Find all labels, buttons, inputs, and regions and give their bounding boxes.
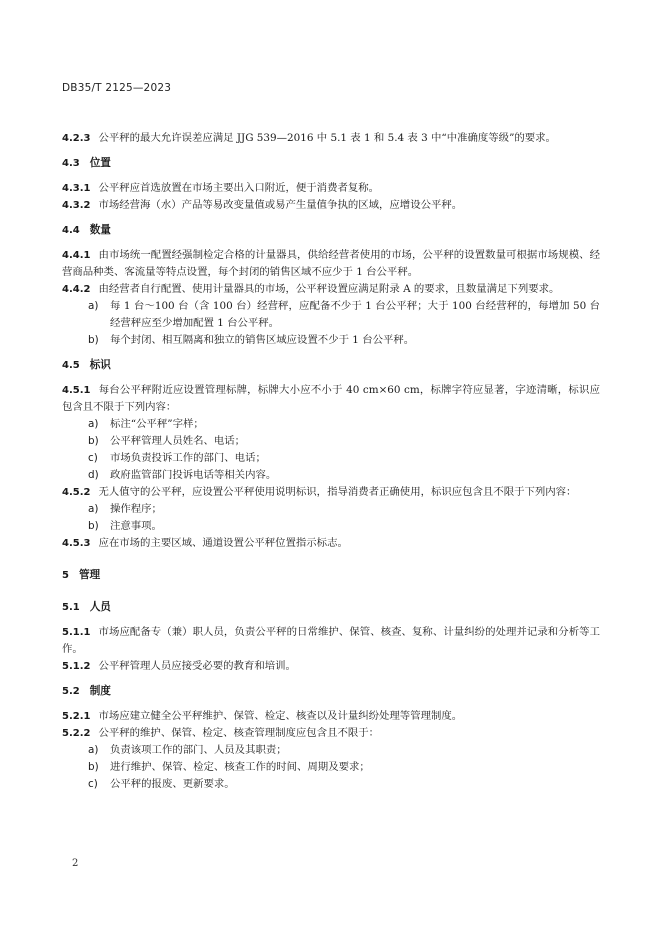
heading-number: 5: [62, 570, 69, 581]
clause-number: 4.2.3: [62, 133, 91, 144]
clause-4-5-3: [62, 535, 600, 552]
clause-number: 5.2.2: [62, 728, 91, 739]
clause-number: 4.3.2: [62, 200, 91, 211]
clause-text: 市场应建立健全公平秤维护、保管、检定、核查以及计量纠纷处理等管理制度。: [98, 710, 463, 722]
clause-number: 4.5.2: [62, 487, 91, 498]
clause-text: 公平秤的维护、保管、检定、核查管理制度应包含且不限于：: [98, 727, 380, 739]
heading-4-4: [62, 222, 600, 239]
heading-title: 标识: [89, 359, 111, 371]
heading-5: [62, 567, 600, 584]
list-text: 注意事项。: [110, 520, 162, 532]
list-marker: c): [88, 778, 98, 790]
list-text: 政府监管部门投诉电话等相关内容。: [110, 469, 277, 481]
list-marker: c): [88, 452, 98, 464]
list-text: 市场负责投诉工作的部门、电话；: [110, 452, 266, 464]
heading-5-2: [62, 683, 600, 700]
list-item: [62, 332, 600, 349]
heading-number: 4.5: [62, 360, 80, 371]
list-item: [62, 433, 600, 450]
heading-title: 管理: [78, 569, 101, 581]
list-item: [62, 776, 600, 793]
clause-text: 每台公平秤附近应设置管理标牌，标牌大小应不小于 40 cm×60 cm，标牌字符应显著，字迹清晰，标识应包含且不限于下列内容：: [62, 384, 600, 413]
heading-title: 人员: [89, 601, 111, 613]
clause-5-2-1: [62, 708, 600, 725]
clause-5-1-2: [62, 658, 600, 675]
clause-4-4-2: [62, 281, 600, 298]
clause-text: 无人值守的公平秤，应设置公平秤使用说明标识，指导消费者正确使用，标识应包含且不限于下列内容：: [98, 486, 577, 498]
heading-title: 数量: [89, 224, 111, 236]
heading-number: 5.1: [62, 602, 80, 613]
clause-number: 4.5.3: [62, 538, 91, 549]
list-text: 公平秤的报废、更新要求。: [110, 778, 235, 790]
page-number: 2: [72, 858, 79, 869]
heading-5-1: [62, 599, 600, 616]
clause-text: 市场经营海（水）产品等易改变量值或易产生量值争执的区域，应增设公平秤。: [98, 199, 463, 211]
list-text: 每 1 台～100 台（含 100 台）经营秤，应配备不少于 1 台公平秤；大于 100 台经营秤的，每增加 50 台经营秤应至少增加配置 1 台公平秤。: [110, 300, 600, 329]
list-marker: d): [88, 469, 99, 481]
clause-number: 4.4.2: [62, 284, 91, 295]
list-item: [62, 518, 600, 535]
list-item: [62, 501, 600, 518]
heading-title: 制度: [89, 685, 111, 697]
clause-5-1-1: [62, 624, 600, 658]
clause-number: 5.2.1: [62, 711, 91, 722]
clause-text: 公平秤管理人员应接受必要的教育和培训。: [98, 660, 296, 672]
list-item: [62, 742, 600, 759]
heading-title: 位置: [89, 157, 111, 169]
list-marker: a): [88, 418, 99, 430]
heading-number: 5.2: [62, 686, 80, 697]
heading-4-3: [62, 155, 600, 172]
clause-number: 4.5.1: [62, 385, 91, 396]
list-marker: b): [88, 761, 99, 773]
heading-4-5: [62, 357, 600, 374]
list-text: 负责该项工作的部门、人员及其职责；: [110, 744, 287, 756]
list-marker: b): [88, 520, 99, 532]
clause-number: 4.3.1: [62, 183, 91, 194]
heading-number: 4.4: [62, 225, 80, 236]
clause-text: 应在市场的主要区域、通道设置公平秤位置指示标志。: [98, 537, 348, 549]
list-item: [62, 416, 600, 433]
list-item: [62, 450, 600, 467]
clause-text: 公平秤的最大允许误差应满足 JJG 539—2016 中 5.1 表 1 和 5.4 表 3 中“中准确度等级”的要求。: [98, 132, 556, 144]
list-marker: a): [88, 300, 99, 312]
clause-number: 5.1.2: [62, 661, 91, 672]
list-text: 公平秤管理人员姓名、电话；: [110, 435, 246, 447]
list-item: [62, 759, 600, 776]
clause-4-4-1: [62, 247, 600, 281]
list-marker: a): [88, 503, 99, 515]
clause-number: 5.1.1: [62, 627, 91, 638]
list-marker: a): [88, 744, 99, 756]
clause-4-5-2: [62, 484, 600, 501]
list-text: 每个封闭、相互隔离和独立的销售区域应设置不少于 1 台公平秤。: [110, 334, 415, 346]
list-text: 进行维护、保管、检定、核查工作的时间、周期及要求；: [110, 761, 370, 773]
list-text: 标注“公平秤”字样；: [110, 418, 204, 430]
list-marker: b): [88, 435, 99, 447]
list-text: 操作程序；: [110, 503, 162, 515]
clause-text: 由市场统一配置经强制检定合格的计量器具，供给经营者使用的市场，公平秤的设置数量可根据市场规模、经营商品种类、客流量等特点设置，每个封闭的销售区域不应少于 1 台公平秤。: [62, 249, 600, 278]
standard-code-header: DB35/T 2125—2023: [62, 82, 172, 94]
list-item: [62, 298, 600, 332]
list-item: [62, 467, 600, 484]
list-marker: b): [88, 334, 99, 346]
clause-4-3-2: [62, 197, 600, 214]
document-body: [62, 130, 600, 793]
clause-4-5-1: [62, 382, 600, 416]
clause-text: 公平秤应首选放置在市场主要出入口附近，便于消费者复称。: [98, 182, 380, 194]
clause-4-2-3: [62, 130, 600, 147]
clause-5-2-2: [62, 725, 600, 742]
heading-number: 4.3: [62, 158, 80, 169]
clause-text: 市场应配备专（兼）职人员，负责公平秤的日常维护、保管、核查、复称、计量纠纷的处理并记录和分析等工作。: [62, 626, 600, 655]
clause-number: 4.4.1: [62, 250, 91, 261]
clause-text: 由经营者自行配置、使用计量器具的市场，公平秤设置应满足附录 A 的要求，且数量满足下列要求。: [98, 283, 560, 295]
clause-4-3-1: [62, 180, 600, 197]
